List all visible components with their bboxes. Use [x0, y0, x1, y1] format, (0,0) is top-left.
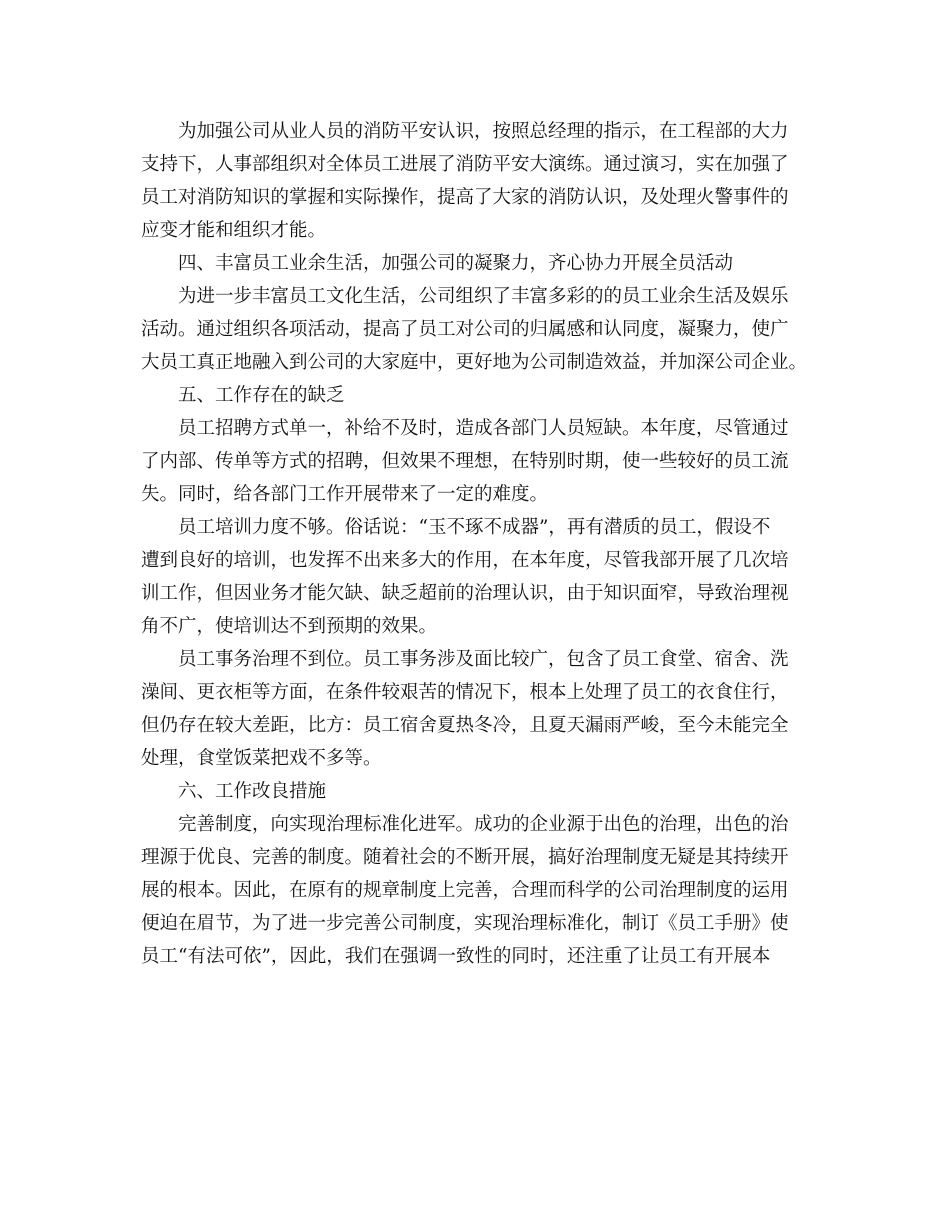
text-line: 大员工真正地融入到公司的大家庭中，更好地为公司制造效益，并加深公司企业。 [141, 352, 808, 373]
text-line: 处理，食堂饭菜把戏不多等。 [141, 748, 382, 769]
text-line: 展的根本。因此，在原有的规章制度上完善，合理而科学的公司治理制度的运用 [141, 880, 789, 901]
section-heading: 四、丰富员工业余生活，加强公司的凝聚力，齐心协力开展全员活动 [178, 253, 734, 274]
text-line: 但仍存在较大差距，比方：员工宿舍夏热冬冷，且夏天漏雨严峻，至今未能完全 [141, 715, 789, 736]
text-line: 角不广，使培训达不到预期的效果。 [141, 616, 438, 637]
text-line: 应变才能和组织才能。 [141, 220, 327, 241]
text-line: 员工“有法可依”，因此，我们在强调一致性的同时，还注重了让员工有开展本 [141, 946, 771, 967]
section-heading: 五、工作存在的缺乏 [178, 385, 345, 406]
text-line: 活动。通过组织各项活动，提高了员工对公司的归属感和认同度，凝聚力，使广 [141, 319, 789, 340]
text-line: 了内部、传单等方式的招聘，但效果不理想，在特别时期，使一些较好的员工流 [141, 451, 789, 472]
text-line: 失。同时，给各部门工作开展带来了一定的难度。 [141, 484, 549, 505]
text-line: 为进一步丰富员工文化生活，公司组织了丰富多彩的的员工业余生活及娱乐 [178, 286, 789, 307]
text-line: 完善制度，向实现治理标准化进军。成功的企业源于出色的治理，出色的治 [178, 814, 789, 835]
text-line: 便迫在眉节，为了进一步完善公司制度，实现治理标准化，制订《员工手册》使 [141, 913, 789, 934]
text-line: 澡间、更衣柜等方面，在条件较艰苦的情况下，根本上处理了员工的衣食住行， [141, 682, 789, 703]
section-heading: 六、工作改良措施 [178, 781, 327, 802]
text-line: 员工培训力度不够。俗话说：“玉不琢不成器”，再有潜质的员工，假设不 [178, 517, 771, 538]
text-line: 遭到良好的培训，也发挥不出来多大的作用，在本年度，尽管我部开展了几次培 [141, 550, 789, 571]
text-line: 支持下，人事部组织对全体员工进展了消防平安大演练。通过演习，实在加强了 [141, 154, 789, 175]
text-line: 员工事务治理不到位。员工事务涉及面比较广，包含了员工食堂、宿舍、洗 [178, 649, 789, 670]
text-line: 员工对消防知识的掌握和实际操作，提高了大家的消防认识，及处理火警事件的 [141, 187, 789, 208]
text-line: 员工招聘方式单一，补给不及时，造成各部门人员短缺。本年度，尽管通过 [178, 418, 789, 439]
text-line: 训工作，但因业务才能欠缺、缺乏超前的治理认识，由于知识面窄，导致治理视 [141, 583, 789, 604]
text-line: 理源于优良、完善的制度。随着社会的不断开展，搞好治理制度无疑是其持续开 [141, 847, 789, 868]
text-line: 为加强公司从业人员的消防平安认识，按照总经理的指示，在工程部的大力 [178, 121, 789, 142]
